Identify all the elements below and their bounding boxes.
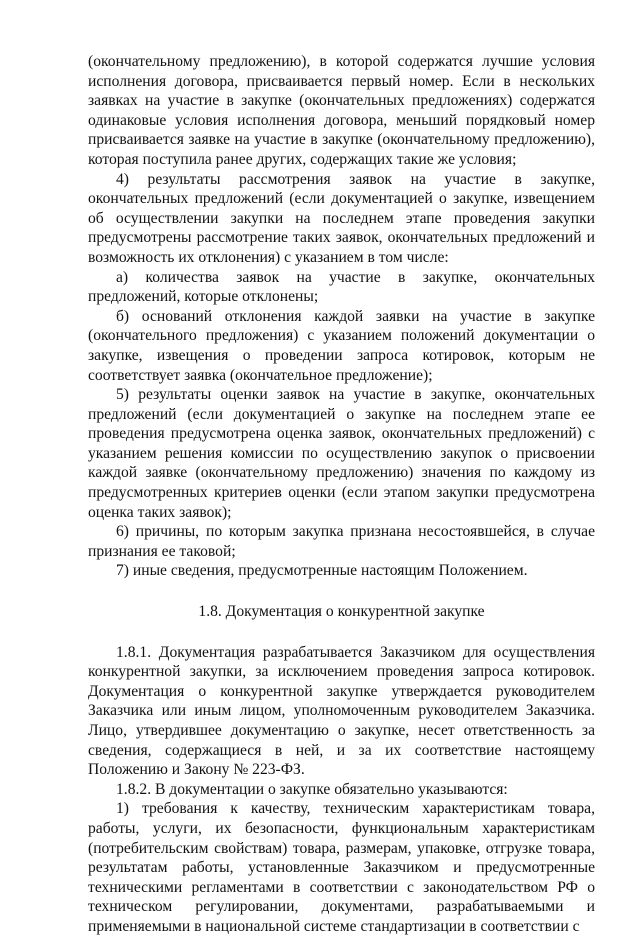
paragraph-item-4: 4) результаты рассмотрения заявок на участие в закупке, окончательных предложений (если документацией о закупке, извещением об осуществлении закупки на последнем этапе проведения закупки предусмотрены рассмотрение таких заявок, окончательных предложений и возможность их отклонения) с указанием в том числе: (88, 170, 595, 266)
paragraph-subitem-a: а) количества заявок на участие в закупке, окончательных предложений, которые отклонены; (88, 268, 595, 306)
paragraph-item-5: 5) результаты оценки заявок на участие в закупке, окончательных предложений (если документацией о закупке на последнем этапе ее проведения предусмотрена оценка заявок, окончательных предложений) с указанием решения комиссии по осуществлению закупок о присвоении каждой заявке (окончательному предложению) значения по каждому из предусмотренных критериев оценки (если этапом закупки предусмотрена оценка таких заявок); (88, 386, 595, 521)
paragraph-1-8-1: 1.8.1. Документация разрабатывается Заказчиком для осуществления конкурентной закупки, за исключением проведения запроса котировок. Документация о конкурентной закупке утверждается руководителем Заказчика или иным лицом, уполномоченным руководителем Заказчика. Лицо, утвердившее документацию о закупке, несет ответственность за сведения, содержащиеся в ней, и за их соответствие настоящему Положению и Закону № 223-ФЗ. (88, 643, 595, 779)
paragraph-item-7: 7) иные сведения, предусмотренные настоящим Положением. (116, 562, 528, 580)
document-page (88, 52, 595, 937)
paragraph-subitem-b: б) оснований отклонения каждой заявки на участие в закупке (окончательного предложения) с указанием положений документации о закупке, извещения о проведении запроса котировок, которым не соответствует заявка (окончательное предложение); (88, 307, 595, 384)
paragraph-continuation: (окончательному предложению), в которой содержатся лучшие условия исполнения договора, присваивается первый номер. Если в нескольких заявках на участие в закупке (окончательных предложениях) содержатся одинаковые условия исполнения договора, меньший порядковый номер присваивается заявке на участие в закупке (окончательному предложению), которая поступила ранее других, содержащих такие же условия; (88, 53, 595, 168)
paragraph-requirement-1: 1) требования к качеству, техническим характеристикам товара, работы, услуги, их безопасности, функциональным характеристикам (потребительским свойствам) товара, размерам, упаковке, отгрузке товара, результатам работы, установленные Заказчиком и предусмотренные техническими регламентами в соответствии с законодательством РФ о техническом регулировании, документами, разрабатываемыми и применяемыми в национальной системе стандартизации в соответствии с (88, 800, 595, 935)
paragraph-item-6: 6) причины, по которым закупка признана несостоявшейся, в случае признания ее таковой; (88, 523, 595, 560)
section-heading: 1.8. Документация о конкурентной закупке (198, 603, 485, 621)
paragraph-1-8-2: 1.8.2. В документации о закупке обязательно указываются: (116, 780, 508, 798)
